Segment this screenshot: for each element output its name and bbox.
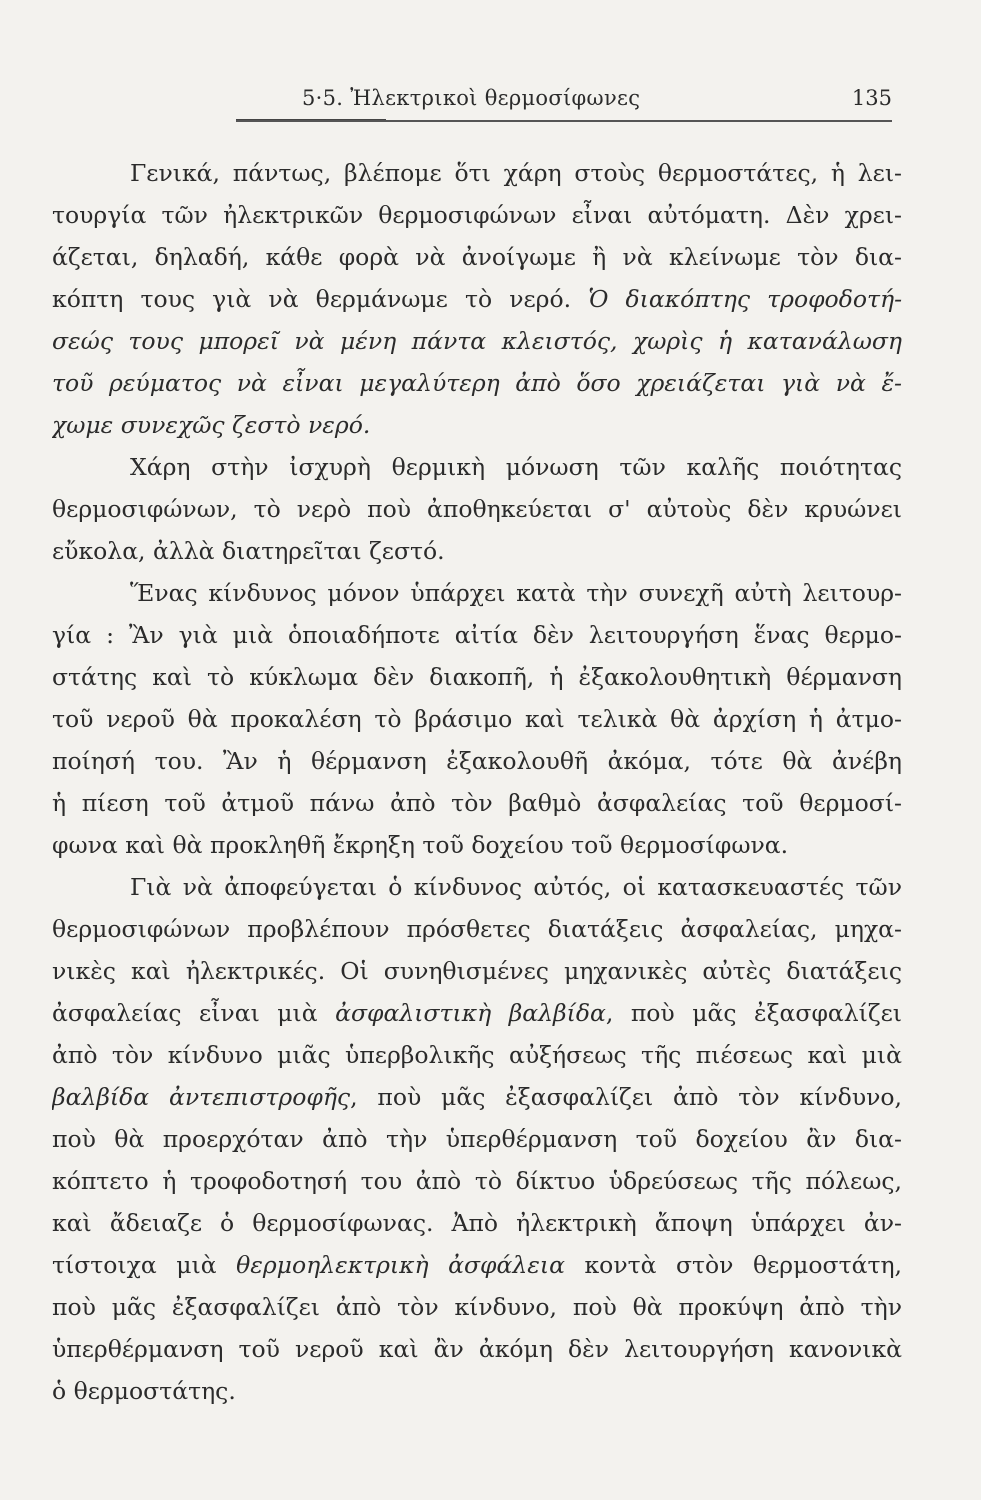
text-line — [52, 1328, 902, 1370]
text-line — [52, 1202, 902, 1244]
text-line — [52, 1160, 902, 1202]
paragraph — [52, 446, 902, 572]
section-title: 5·5. Ἠλεκτρικοὶ θερμοσίφωνες — [302, 86, 641, 110]
text-line — [52, 1286, 902, 1328]
text-line — [52, 1244, 902, 1286]
text-line — [52, 992, 902, 1034]
text-segment: γία : Ἂν γιὰ μιὰ ὁποιαδήποτε αἰτία δὲν λειτουργήση ἕνας θερμο- — [52, 621, 902, 649]
text-segment: τοῦ νεροῦ θὰ προκαλέση τὸ βράσιμο καὶ τελικὰ θὰ ἀρχίση ἡ ἀτμο- — [52, 705, 902, 733]
text-segment: καὶ ἄδειαζε ὁ θερμοσίφωνας. Ἀπὸ ἠλεκτρικὴ ἄποψη ὑπάρχει ἀν- — [52, 1209, 902, 1237]
text-line — [52, 698, 902, 740]
text-segment: φωνα καὶ θὰ προκληθῆ ἔκρηξη τοῦ δοχείου τοῦ θερμοσίφωνα. — [52, 831, 789, 859]
text-line — [52, 404, 902, 446]
text-line — [52, 488, 902, 530]
text-line — [52, 572, 902, 614]
text-segment: ἡ πίεση τοῦ ἀτμοῦ πάνω ἀπὸ τὸν βαθμὸ ἀσφαλείας τοῦ θερμοσί- — [52, 789, 902, 817]
text-segment: θερμοσιφώνων, τὸ νερὸ ποὺ ἀποθηκεύεται σ' αὐτοὺς δὲν κρυώνει — [52, 495, 902, 523]
text-line — [52, 908, 902, 950]
text-segment: ὁ θερμοστάτης. — [52, 1377, 236, 1405]
text-segment: ποίησή του. Ἂν ἡ θέρμανση ἐξακολουθῆ ἀκόμα, τότε θὰ ἀνέβη — [52, 747, 902, 775]
text-line — [52, 1034, 902, 1076]
italic-text: σεώς τους μπορεῖ νὰ μένη πάντα κλειστός, χωρὶς ἡ κατανάλωση — [52, 327, 902, 355]
text-line — [52, 614, 902, 656]
body-text — [52, 152, 902, 1412]
text-line — [52, 950, 902, 992]
text-line — [52, 236, 902, 278]
text-line — [52, 1370, 902, 1412]
text-line — [52, 782, 902, 824]
text-segment: τουργία τῶν ἠλεκτρικῶν θερμοσιφώνων εἶναι αὐτόματη. Δὲν χρει- — [52, 201, 902, 229]
text-line — [52, 194, 902, 236]
text-segment: νικὲς καὶ ἠλεκτρικές. Οἱ συνηθισμένες μηχανικὲς αὐτὲς διατάξεις — [52, 957, 902, 985]
italic-text: τοῦ ρεύματος νὰ εἶναι μεγαλύτερη ἀπὸ ὅσο χρειάζεται γιὰ νὰ ἔ- — [52, 369, 902, 397]
text-line — [52, 1076, 902, 1118]
text-segment: κοντὰ στὸν θερμοστάτη, — [564, 1251, 902, 1279]
text-line — [52, 530, 902, 572]
text-segment: άζεται, δηλαδή, κάθε φορὰ νὰ ἀνοίγωμε ἢ νὰ κλείνωμε τὸν δια- — [52, 243, 902, 271]
text-segment: τίστοιχα μιὰ — [52, 1251, 237, 1279]
text-line — [52, 1118, 902, 1160]
text-line — [52, 866, 902, 908]
text-segment: θερμοσιφώνων προβλέπουν πρόσθετες διατάξεις ἀσφαλείας, μηχα- — [52, 915, 902, 943]
italic-text: χωμε συνεχῶς ζεστὸ νερό. — [52, 411, 371, 439]
text-segment: ποὺ θὰ προερχόταν ἀπὸ τὴν ὑπερθέρμανση τοῦ δοχείου ἂν δια- — [52, 1125, 902, 1153]
text-segment: Ἕνας κίνδυνος μόνον ὑπάρχει κατὰ τὴν συνεχῆ αὐτὴ λειτουρ- — [130, 579, 902, 607]
text-segment: Γιὰ νὰ ἀποφεύγεται ὁ κίνδυνος αὐτός, οἱ κατασκευαστές τῶν — [130, 873, 902, 901]
italic-text: βαλβίδα ἀντεπιστροφῆς — [52, 1083, 351, 1111]
text-line — [52, 824, 902, 866]
text-line — [52, 740, 902, 782]
text-segment: Χάρη στὴν ἰσχυρὴ θερμικὴ μόνωση τῶν καλῆς ποιότητας — [130, 453, 902, 481]
text-line — [52, 446, 902, 488]
text-segment: Γενικά, πάντως, βλέπομε ὅτι χάρη στοὺς θερμοστάτες, ἡ λει- — [130, 159, 902, 187]
text-segment: ὑπερθέρμανση τοῦ νεροῦ καὶ ἂν ἀκόμη δὲν λειτουργήση κανονικὰ — [52, 1335, 902, 1363]
text-segment: , ποὺ μᾶς ἐξασφαλίζει — [605, 999, 902, 1027]
text-segment: , ποὺ μᾶς ἐξασφαλίζει ἀπὸ τὸν κίνδυνο, — [350, 1083, 902, 1111]
text-line — [52, 362, 902, 404]
paragraph — [52, 572, 902, 866]
text-line — [52, 152, 902, 194]
paragraph — [52, 866, 902, 1412]
text-segment: κόπτη τους γιὰ νὰ θερμάνωμε τὸ νερό. — [52, 285, 589, 313]
page-number: 135 — [851, 86, 892, 110]
italic-text: θερμοηλεκτρικὴ ἀσφάλεια — [236, 1251, 565, 1279]
text-segment: ποὺ μᾶς ἐξασφαλίζει ἀπὸ τὸν κίνδυνο, ποὺ θὰ προκύψη ἀπὸ τὴν — [52, 1293, 902, 1321]
text-line — [52, 278, 902, 320]
text-segment: ἀπὸ τὸν κίνδυνο μιᾶς ὑπερβολικῆς αὐξήσεως τῆς πιέσεως καὶ μιὰ — [52, 1041, 902, 1069]
italic-text: ἀσφαλιστικὴ βαλβίδα — [335, 999, 606, 1027]
paragraph — [52, 152, 902, 446]
text-segment: ἀσφαλείας εἶναι μιὰ — [52, 999, 336, 1027]
running-head — [236, 86, 892, 120]
text-segment: εὔκολα, ἀλλὰ διατηρεῖται ζεστό. — [52, 537, 445, 565]
text-line — [52, 656, 902, 698]
text-line — [52, 320, 902, 362]
header-rule — [236, 120, 892, 122]
italic-text: Ὁ διακόπτης τροφοδοτή- — [588, 285, 902, 313]
text-segment: στάτης καὶ τὸ κύκλωμα δὲν διακοπῆ, ἡ ἐξακολουθητικὴ θέρμανση — [52, 663, 902, 691]
text-segment: κόπτετο ἡ τροφοδοτησή του ἀπὸ τὸ δίκτυο ὑδρεύσεως τῆς πόλεως, — [52, 1167, 902, 1195]
